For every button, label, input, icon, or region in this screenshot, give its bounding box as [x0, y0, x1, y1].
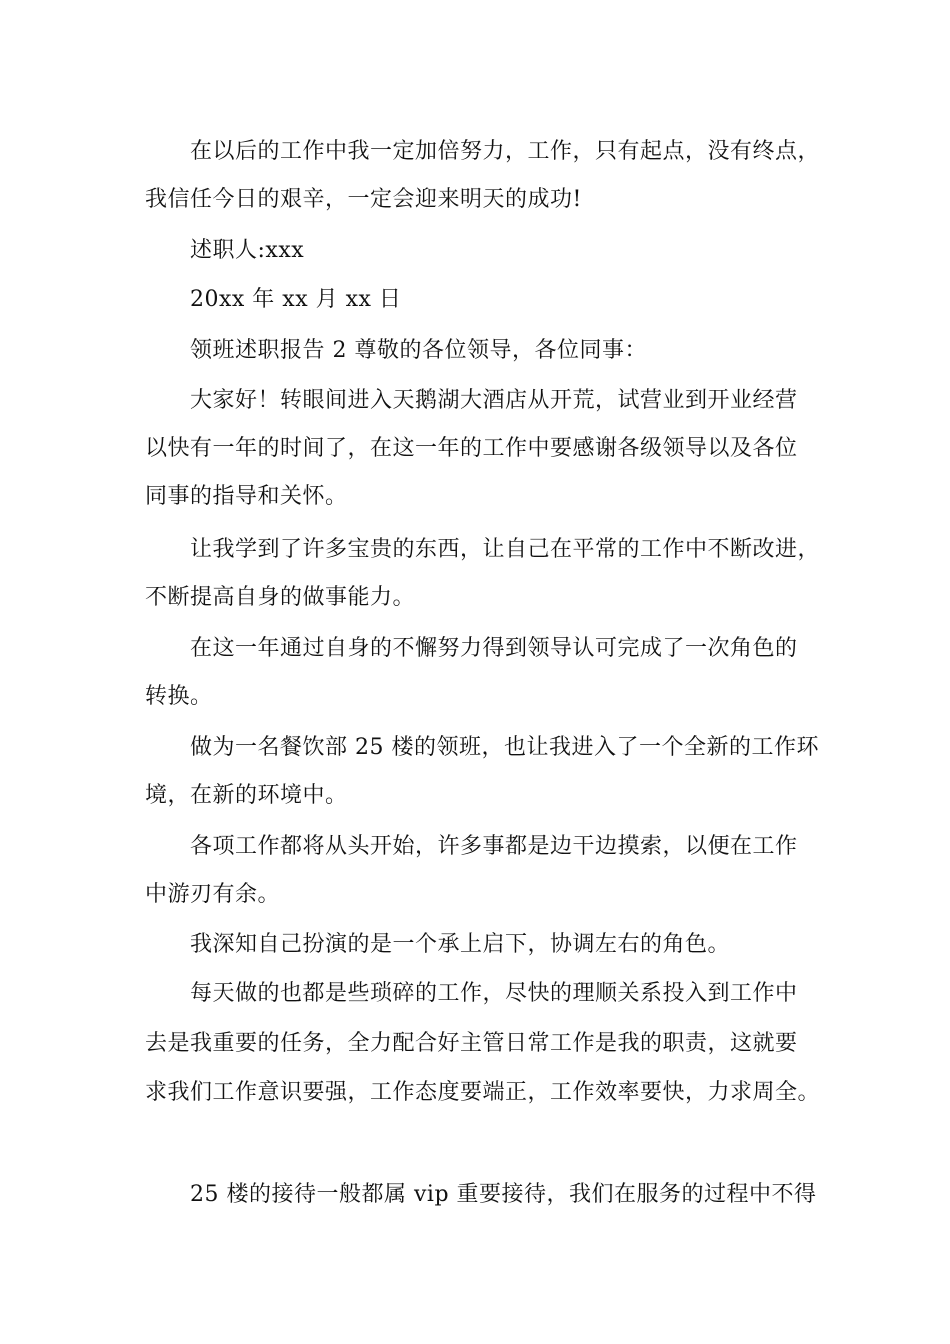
paragraph-line: 求我们工作意识要强，工作态度要端正，工作效率要快，力求周全。	[145, 1080, 821, 1105]
paragraph-line: 以快有一年的时间了，在这一年的工作中要感谢各级领导以及各位	[145, 436, 798, 461]
paragraph-line: 让我学到了许多宝贵的东西，让自己在平常的工作中不断改进，	[190, 537, 821, 562]
paragraph-line: 去是我重要的任务，全力配合好主管日常工作是我的职责，这就要	[145, 1031, 798, 1056]
paragraph-line: 转换。	[145, 684, 213, 709]
paragraph-line: 大家好！转眼间进入天鹅湖大酒店从开荒，试营业到开业经营	[190, 388, 798, 413]
report-heading-line: 领班述职报告 2 尊敬的各位领导，各位同事：	[190, 338, 647, 363]
paragraph-line: 每天做的也都是些琐碎的工作，尽快的理顺关系投入到工作中	[190, 981, 798, 1006]
paragraph-line: 不断提高自身的做事能力。	[145, 585, 416, 610]
paragraph-line: 各项工作都将从头开始，许多事都是边干边摸索，以便在工作	[190, 834, 798, 859]
paragraph-line: 我信任今日的艰辛，一定会迎来明天的成功!	[145, 187, 582, 212]
paragraph-line: 同事的指导和关怀。	[145, 484, 348, 509]
paragraph-line: 在这一年通过自身的不懈努力得到领导认可完成了一次角色的	[190, 636, 798, 661]
signature-line: 述职人:xxx	[190, 238, 305, 263]
paragraph-line: 在以后的工作中我一定加倍努力，工作，只有起点，没有终点，	[190, 139, 821, 164]
paragraph-line: 中游刃有余。	[145, 882, 281, 907]
paragraph-line: 我深知自己扮演的是一个承上启下，协调左右的角色。	[190, 932, 731, 957]
date-line: 20xx 年 xx 月 xx 日	[190, 287, 402, 312]
paragraph-line: 做为一名餐饮部 25 楼的领班，也让我进入了一个全新的工作环	[190, 735, 819, 760]
paragraph-line: 25 楼的接待一般都属 vip 重要接待，我们在服务的过程中不得	[190, 1182, 817, 1207]
paragraph-line: 境，在新的环境中。	[145, 783, 348, 808]
